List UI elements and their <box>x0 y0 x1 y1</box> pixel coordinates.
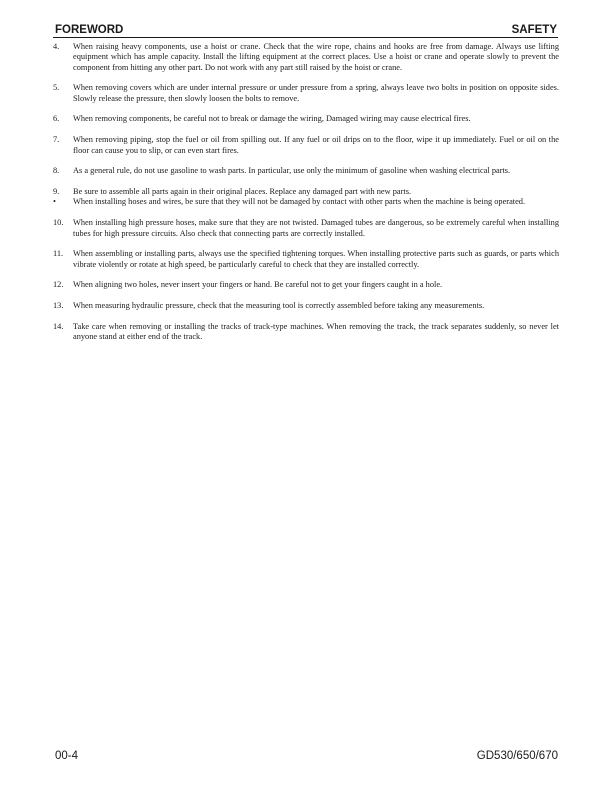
item-text: When removing covers which are under internal pressure or under pressure from a spring, always leave two bolts in position on opposite sides. Slowly release the pressure, then slowly loosen the bolts to remove. <box>73 83 559 103</box>
item-number: 8. <box>53 166 60 176</box>
list-item-11 <box>53 249 559 270</box>
list-item-9 <box>53 187 559 197</box>
item-text: When raising heavy components, use a hoist or crane. Check that the wire rope, chains and hooks are free from damage. Always use lifting equipment which has ample capacity. Install the lifting equipment at the correct places. Use a hoist or crane and operate slowly to prevent the component from hitting any other part. Do not work with any part still raised by the hoist or crane. <box>73 42 559 72</box>
item-number: 10. <box>53 218 64 228</box>
list-item-13 <box>53 301 559 311</box>
item-number: 11. <box>53 249 64 259</box>
list-item-4 <box>53 42 559 73</box>
page-header <box>53 23 558 38</box>
item-text: Be sure to assemble all parts again in their original places. Replace any damaged part with new parts. <box>73 187 412 197</box>
item-text: When assembling or installing parts, always use the specified tightening torques. When installing protective parts such as guards, or parts which vibrate violently or rotate at high speed, be particularly careful to check that they are installed correctly. <box>73 249 559 269</box>
item-text: When installing high pressure hoses, make sure that they are not twisted. Damaged tubes are dangerous, so be extremely careful when installing tubes for high pressure circuits. Also check that connecting parts are correctly installed. <box>73 218 559 238</box>
safety-list <box>53 42 559 343</box>
item-number: 5. <box>53 83 60 93</box>
list-item-8 <box>53 166 559 176</box>
list-item-7 <box>53 135 559 156</box>
item-text: When removing components, be careful not to break or damage the wiring, Damaged wiring may cause electrical fires. <box>73 114 471 124</box>
list-item-5 <box>53 83 559 104</box>
chapter-title: SAFETY <box>511 24 557 36</box>
list-item-10 <box>53 218 559 239</box>
item-number: 7. <box>53 135 60 145</box>
list-item-14 <box>53 322 559 343</box>
section-title: FOREWORD <box>55 24 124 36</box>
list-item-12 <box>53 280 559 290</box>
item-number: 13. <box>53 301 64 311</box>
item-text: When removing piping, stop the fuel or oil from spilling out. If any fuel or oil drips on to the floor, wipe it up immediately. Fuel or oil on the floor can cause you to slip, or can even start fires. <box>73 135 559 155</box>
page-number: 00-4 <box>55 750 79 762</box>
item-text: When installing hoses and wires, be sure that they will not be damaged by contact with other parts when the machine is being operated. <box>73 197 526 207</box>
bullet-icon: • <box>53 197 56 207</box>
list-item-6 <box>53 114 559 124</box>
item-text: As a general rule, do not use gasoline to wash parts. In particular, use only the minimum of gasoline when washing electrical parts. <box>73 166 511 176</box>
list-item-bullet <box>53 197 559 207</box>
item-number: 9. <box>53 187 60 197</box>
item-text: When measuring hydraulic pressure, check that the measuring tool is correctly assembled before taking any measurements. <box>73 301 485 311</box>
item-text: When aligning two holes, never insert your fingers or hand. Be careful not to get your fingers caught in a hole. <box>73 280 443 290</box>
item-number: 4. <box>53 42 60 51</box>
item-text: Take care when removing or installing the tracks of track-type machines. When removing the track, the track separates suddenly, so never let anyone stand at either end of the track. <box>73 322 559 342</box>
item-number: 6. <box>53 114 60 124</box>
item-number: 14. <box>53 322 64 332</box>
model-number: GD530/650/670 <box>476 750 558 762</box>
item-number: 12. <box>53 280 64 290</box>
